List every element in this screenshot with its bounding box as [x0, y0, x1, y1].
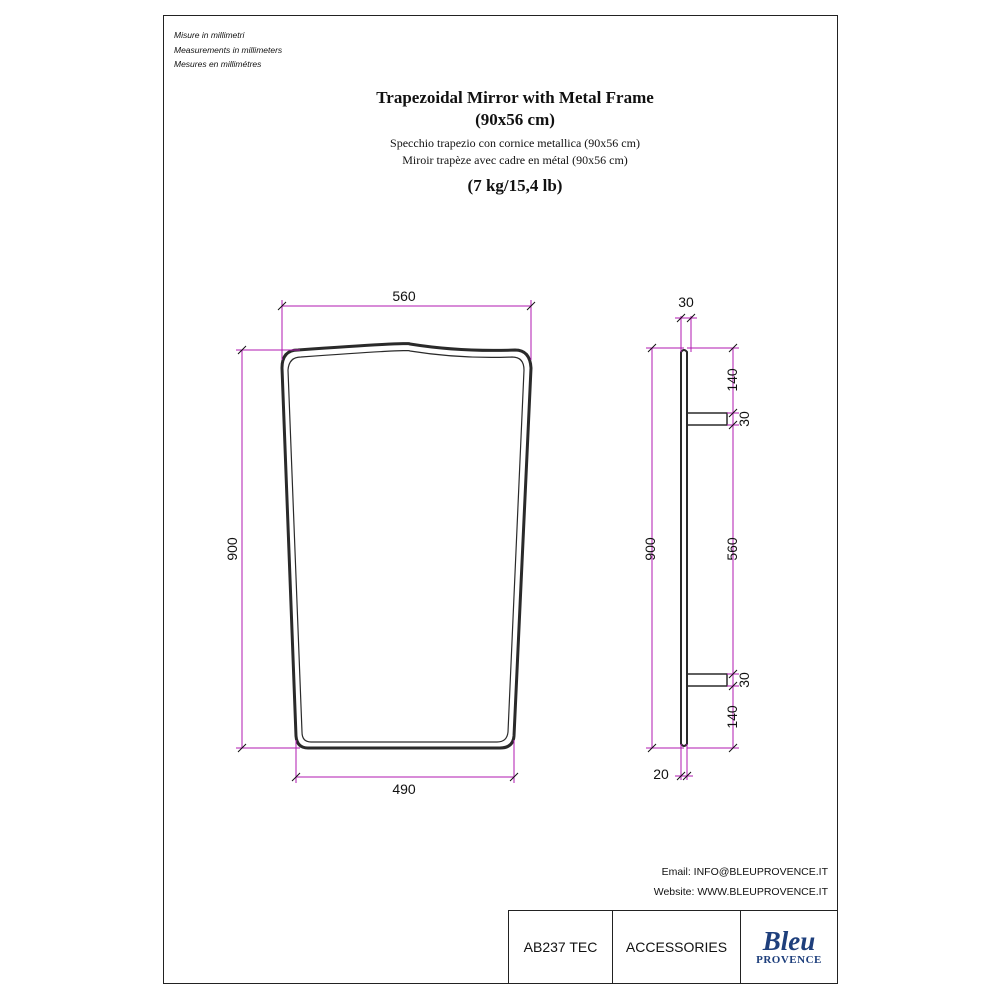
mirror-frame-inner: [288, 351, 524, 742]
dim-depth-bottom-label: 20: [653, 766, 669, 782]
product-title-fr: Miroir trapèze avec cadre en métal (90x56 cm): [402, 153, 628, 167]
category-cell: [613, 911, 741, 983]
units-note-it: Misure in millimetri: [174, 30, 245, 40]
dim-bottom-width-label: 490: [392, 781, 416, 797]
contact-website: Website: WWW.BLEUPROVENCE.IT: [653, 886, 828, 898]
units-note-fr: Mesures en millimétres: [174, 59, 262, 69]
dim-top-width-label: 560: [392, 288, 416, 304]
dim-side-height-label: 900: [642, 537, 658, 561]
mirror-frame-outer: [282, 344, 531, 748]
dim-bracket-top-label: 30: [736, 411, 752, 427]
product-size: (90x56 cm): [475, 110, 555, 129]
product-title-en: Trapezoidal Mirror with Metal Frame: [376, 88, 654, 107]
brand-logo-main: Bleu: [762, 926, 816, 956]
front-view: [224, 288, 535, 797]
side-profile: [681, 350, 687, 746]
bracket-bottom: [687, 674, 727, 686]
product-weight: (7 kg/15,4 lb): [467, 176, 563, 195]
bracket-top: [687, 413, 727, 425]
dim-seg-bottom-label: 140: [724, 705, 740, 729]
units-note-en: Measurements in millimeters: [174, 44, 283, 55]
product-code-cell: [509, 911, 613, 983]
brand-logo-sub: PROVENCE: [756, 954, 822, 966]
dim-seg-top-label: 140: [724, 368, 740, 392]
dim-height-label: 900: [224, 537, 240, 561]
dim-middle-label: 560: [724, 537, 740, 561]
contact-email: Email: INFO@BLEUPROVENCE.IT: [661, 866, 828, 878]
product-title-it: Specchio trapezio con cornice metallica (90x56 cm): [390, 136, 640, 150]
side-view: [642, 294, 752, 782]
dim-bracket-bottom-label: 30: [736, 672, 752, 688]
logo-cell: [741, 911, 837, 983]
product-category: ACCESSORIES: [625, 939, 728, 955]
dim-depth-top-label: 30: [678, 294, 694, 310]
title-block-table: [508, 910, 838, 984]
product-code: AB237 TEC: [523, 939, 598, 955]
